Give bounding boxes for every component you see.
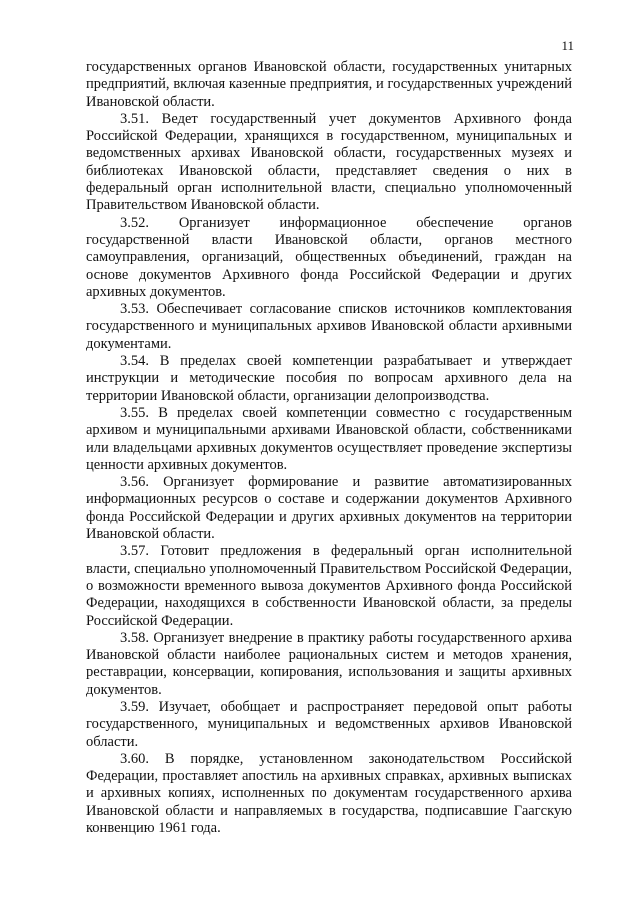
page-number: 11: [561, 38, 574, 53]
paragraph-3-60: 3.60. В порядке, установленном законодательством Российской Федерации, проставляет апостиль на архивных справках, архивных выписках и архивных копиях, исполненных по документам государственного архива Ивановской области и направляемых в государства, подписавшие Гаагскую конвенцию 1961 года.: [86, 750, 572, 837]
paragraph-3-52: 3.52. Организует информационное обеспечение органов государственной власти Ивановской области, органов местного самоуправления, организаций, общественных объединений, граждан на основе документов Архивного фонда Российской Федерации и других архивных документов.: [86, 214, 572, 300]
paragraph-3-55: 3.55. В пределах своей компетенции совместно с государственным архивом и муниципальными архивами Ивановской области, собственниками или владельцами архивных документов осуществляет проведение экспертизы ценности архивных документов.: [86, 404, 572, 473]
paragraph-continuation: государственных органов Ивановской области, государственных унитарных предприятий, включая казенные предприятия, и государственных учреждений Ивановской области.: [86, 59, 572, 110]
paragraph-3-54: 3.54. В пределах своей компетенции разрабатывает и утверждает инструкции и методические пособия по вопросам архивного дела на территории Ивановской области, организации делопроизводства.: [86, 353, 572, 404]
paragraph-3-57: 3.57. Готовит предложения в федеральный орган исполнительной власти, специально уполномоченный Правительством Российской Федерации, о возможности временного вывоза документов Архивного фонда Российской Федерации, находящихся в собственности Ивановской области, за пределы Российской Федерации.: [86, 543, 572, 629]
paragraph-3-51: 3.51. Ведет государственный учет документов Архивного фонда Российской Федерации, хранящихся в государственном, муниципальных и ведомственных архивах Ивановской области, государственных музеях и библиотеках Ивановской области, представляет сведения о них в федеральный орган исполнительной власти, специально уполномоченный Правительством Ивановской области.: [86, 110, 572, 214]
paragraph-3-59: 3.59. Изучает, обобщает и распространяет передовой опыт работы государственного, муниципальных и ведомственных архивов Ивановской области.: [86, 698, 572, 750]
paragraph-3-53: 3.53. Обеспечивает согласование списков источников комплектования государственного и муниципальных архивов Ивановской области архивными документами.: [86, 301, 572, 352]
paragraph-3-58: 3.58. Организует внедрение в практику работы государственного архива Ивановской области наиболее рациональных систем и методов хранения, реставрации, консервации, копирования, использования и защиты архивных документов.: [86, 629, 572, 698]
document-body: [86, 59, 572, 837]
paragraph-3-56: 3.56. Организует формирование и развитие автоматизированных информационных ресурсов о составе и содержании документов Архивного фонда Российской Федерации и других архивных документов на территории Ивановской области.: [86, 474, 572, 543]
